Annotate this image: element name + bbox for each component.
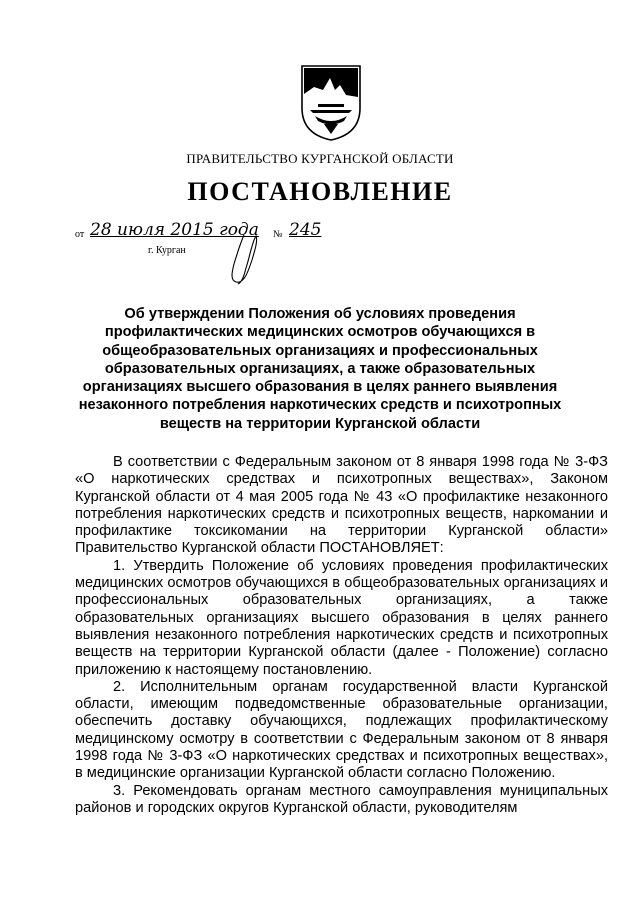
title-line: общеобразовательных организациях и профессиональных (102, 342, 538, 359)
handwritten-date: 28 июля 2015 года (90, 220, 259, 240)
handwritten-number: 245 (289, 220, 322, 240)
city-label: г. Курган (148, 245, 186, 256)
preamble-paragraph: В соответствии с Федеральным законом от 8 января 1998 года № 3-ФЗ «О наркотических средствах и психотропных веществах», Законом Курганской области от 4 мая 2005 года № 43 «О профилактике незаконного потребления наркотических средств и психотропных веществ, наркомании и профилактике токсикомании на территории Курганской области» Правительство Курганской области ПОСТАНОВЛЯЕТ: (75, 454, 608, 557)
title-line: Об утверждении Положения об условиях проведения (124, 306, 516, 322)
title-line: незаконного потребления наркотических средств и психотропных (78, 397, 562, 414)
title-line: образовательных организациях, а также образовательных (104, 360, 536, 377)
document-title (60, 305, 580, 433)
clause-2-paragraph: 2. Исполнительным органам государственной власти Курганской области, имеющим подведомственные образовательные организации, обеспечить доставку обучающихся, подлежащих профилактическому медицинскому осмотру в соответствии с Федеральным законом от 8 января 1998 года № 3-ФЗ «О наркотических средствах и психотропных веществах», в медицинские организации Курганской области согласно Положению. (75, 678, 608, 782)
number-label: № (273, 229, 283, 240)
clause-3-paragraph: 3. Рекомендовать органам местного самоуправления муниципальных районов и городских округов Курганской области, руководителям (75, 782, 608, 816)
title-line: организациях высшего образования в целях раннего выявления (82, 379, 558, 396)
government-name: ПРАВИТЕЛЬСТВО КУРГАНСКОЙ ОБЛАСТИ (186, 151, 454, 166)
handwritten-signature (222, 232, 262, 287)
coat-of-arms-emblem (300, 64, 362, 142)
clause-1-paragraph: 1. Утвердить Положение об условиях проведения профилактических медицинских осмотров обучающихся в общеобразовательных организациях и профессиональных образовательных организациях, а также образовательных организациях высшего образования в целях раннего выявления незаконного потребления наркотических средств и психотропных веществ на территории Курганской области (далее - Положение) согласно приложению к настоящему постановлению. (75, 557, 608, 678)
document-type-heading: ПОСТАНОВЛЕНИЕ (187, 177, 453, 206)
title-line: профилактических медицинских осмотров обучающихся в (104, 324, 536, 341)
title-line: веществ на территории Курганской области (159, 415, 481, 432)
date-prefix: от (75, 229, 85, 240)
document-body (75, 454, 608, 817)
